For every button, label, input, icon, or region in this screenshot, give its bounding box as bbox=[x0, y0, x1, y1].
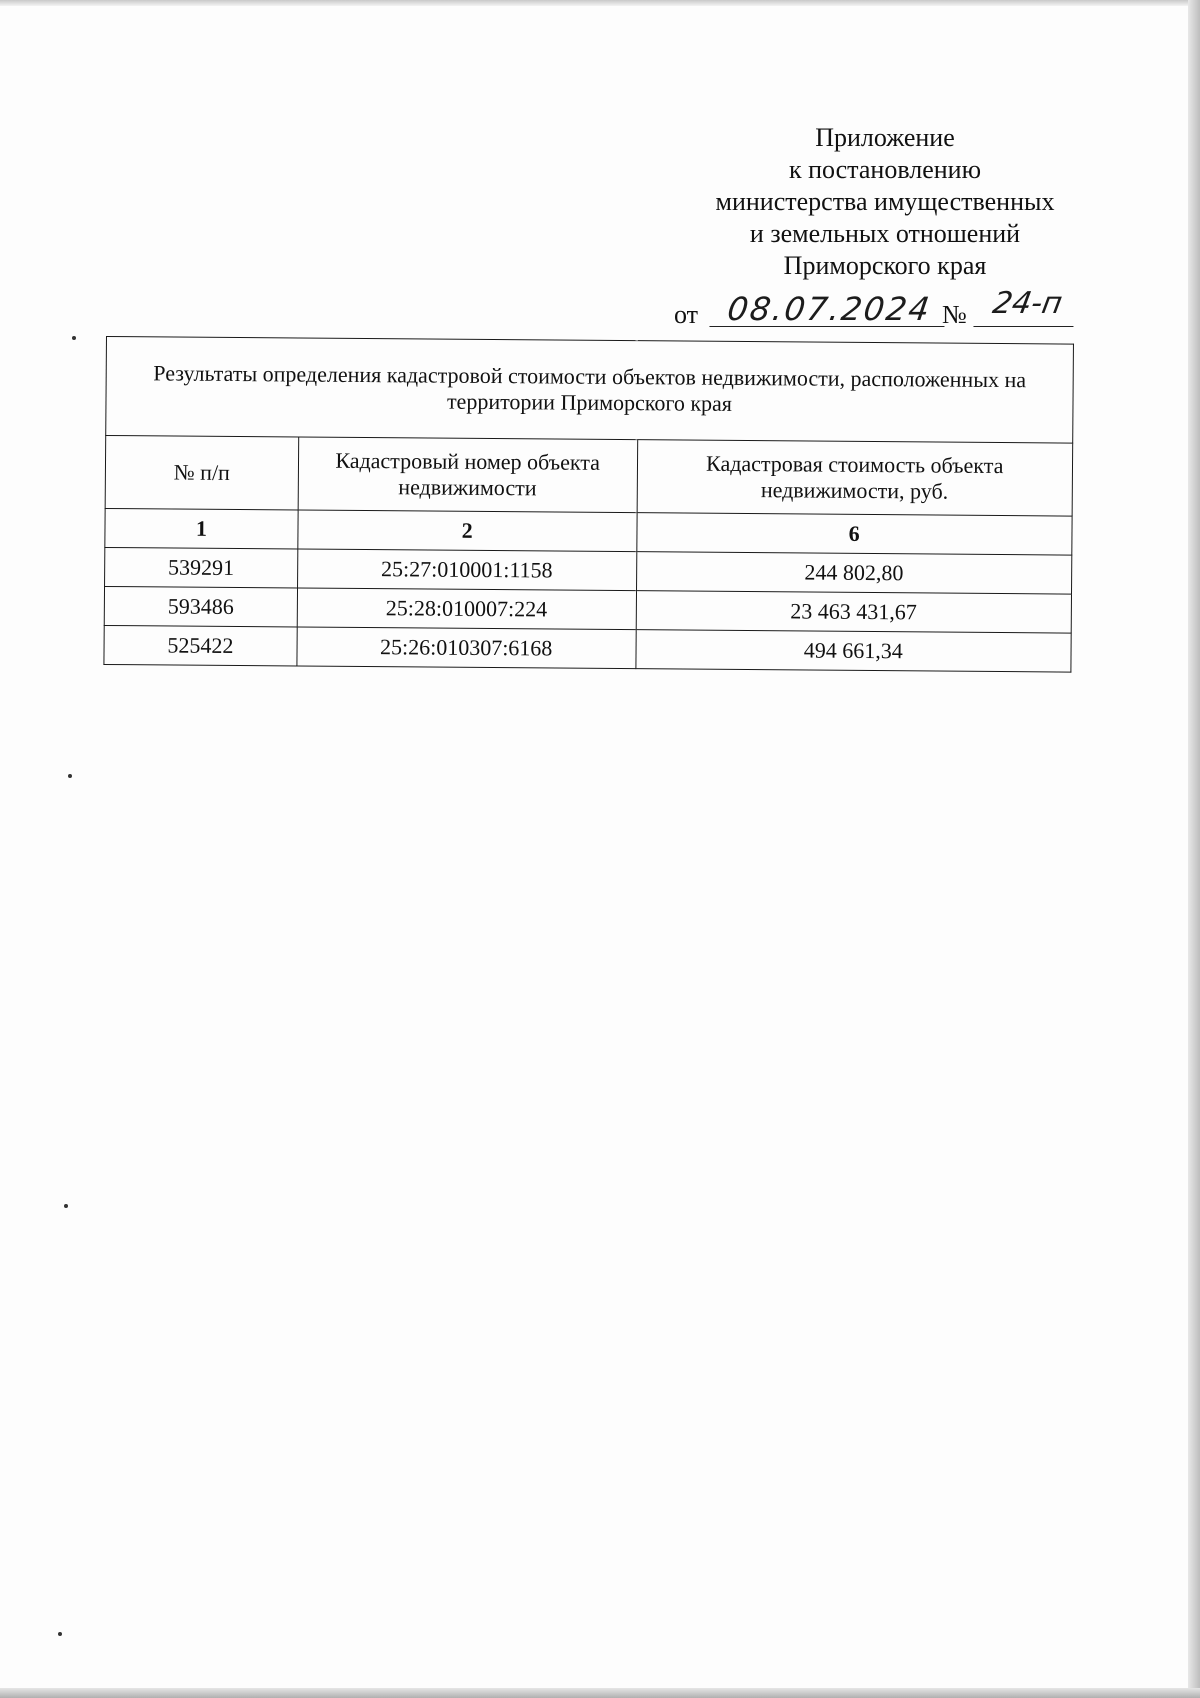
row-index: 525422 bbox=[104, 625, 297, 666]
cadastral-value: 244 802,80 bbox=[636, 552, 1072, 594]
cadastral-number: 25:28:010007:224 bbox=[297, 588, 636, 630]
appendix-line: Приморского края bbox=[783, 251, 987, 280]
cadastral-value-table bbox=[103, 336, 1074, 673]
appendix-line: и земельных отношений bbox=[749, 219, 1021, 248]
table-title: Результаты определения кадастровой стоимости объектов недвижимости, расположенных на территории Приморского края bbox=[106, 337, 1074, 444]
appendix-line: Приложение bbox=[815, 123, 955, 152]
column-number: 2 bbox=[298, 510, 637, 552]
scan-edge-right bbox=[1188, 0, 1200, 1698]
number-label: № bbox=[942, 300, 967, 329]
cadastral-table-wrapper bbox=[103, 336, 1074, 673]
cadastral-number: 25:26:010307:6168 bbox=[297, 627, 636, 669]
column-header: Кадастровая стоимость объекта недвижимости, руб. bbox=[637, 440, 1073, 516]
column-number: 1 bbox=[105, 508, 298, 549]
appendix-line: министерства имущественных bbox=[715, 187, 1055, 216]
scan-edge-top bbox=[0, 0, 1200, 6]
row-index: 593486 bbox=[104, 586, 297, 627]
column-header: Кадастровый номер объекта недвижимости bbox=[298, 437, 637, 513]
appendix-header bbox=[690, 122, 1080, 282]
column-header: № п/п bbox=[105, 436, 298, 511]
table-header-row bbox=[105, 436, 1073, 517]
table-row bbox=[104, 625, 1071, 672]
scan-speck bbox=[58, 1632, 62, 1636]
scan-speck bbox=[68, 774, 72, 778]
handwritten-date: 08.07.2024 bbox=[709, 290, 949, 327]
scan-speck bbox=[72, 336, 76, 340]
decree-reference bbox=[672, 286, 1102, 336]
date-label: от bbox=[674, 300, 699, 329]
appendix-line: к постановлению bbox=[788, 155, 982, 184]
handwritten-number: 24-п bbox=[973, 286, 1080, 327]
scan-speck bbox=[64, 1204, 68, 1208]
scan-edge-bottom bbox=[0, 1688, 1200, 1698]
cadastral-value: 494 661,34 bbox=[635, 630, 1071, 672]
cadastral-value: 23 463 431,67 bbox=[636, 591, 1072, 633]
cadastral-number: 25:27:010001:1158 bbox=[297, 549, 636, 591]
column-number: 6 bbox=[636, 513, 1072, 555]
table-title-row bbox=[106, 337, 1074, 444]
row-index: 539291 bbox=[105, 547, 298, 588]
